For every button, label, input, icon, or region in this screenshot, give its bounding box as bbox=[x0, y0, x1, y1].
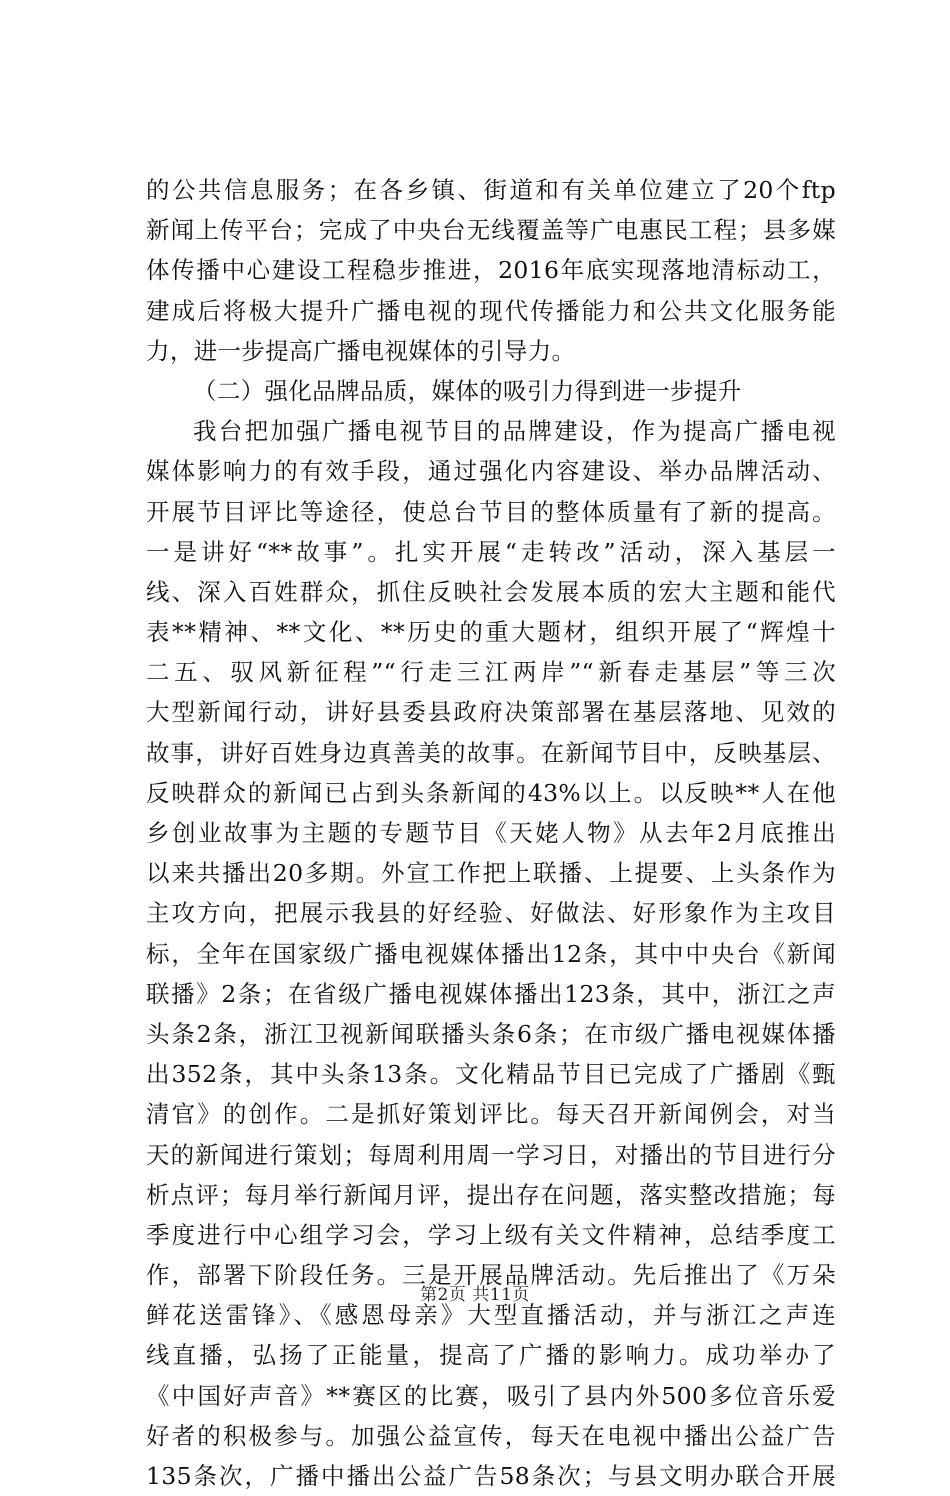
text-line: 头条2条，浙江卫视新闻联播头条6条；在市级广播电视媒体播 bbox=[146, 1019, 836, 1048]
text-line: 反映群众的新闻已占到头条新闻的43%以上。以反映**人在他 bbox=[146, 778, 836, 807]
text-line: 好者的积极参与。加强公益宣传，每天在电视中播出公益广告 bbox=[146, 1421, 836, 1450]
text-line: 我台把加强广播电视节目的品牌建设，作为提高广播电视 bbox=[193, 417, 836, 446]
text-line: 一是讲好“**故事”。扎实开展“走转改”活动，深入基层一 bbox=[146, 537, 836, 566]
text-line: 乡创业故事为主题的专题节目《天姥人物》从去年2月底推出 bbox=[146, 819, 836, 847]
page-number-footer: 第2页 共11页 bbox=[420, 1285, 530, 1305]
text-line: 天的新闻进行策划；每周利用周一学习日，对播出的节目进行分 bbox=[146, 1140, 836, 1169]
text-line: 新闻上传平台；完成了中央台无线覆盖等广电惠民工程；县多媒 bbox=[146, 216, 836, 245]
text-line: 二五、驭风新征程”“行走三江两岸”“新春走基层”等三次 bbox=[146, 658, 836, 687]
text-line: 故事，讲好百姓身边真善美的故事。在新闻节目中，反映基层、 bbox=[146, 738, 836, 767]
text-line: 作，部署下阶段任务。三是开展品牌活动。先后推出了《万朵 bbox=[146, 1261, 836, 1290]
text-line: 媒体影响力的有效手段，通过强化内容建设、举办品牌活动、 bbox=[146, 457, 836, 486]
text-line: 表**精神、**文化、**历史的重大题材，组织开展了“辉煌十 bbox=[146, 618, 836, 647]
section-heading: （二）强化品牌品质，媒体的吸引力得到进一步提升 bbox=[193, 376, 742, 405]
text-line: 大型新闻行动，讲好县委县政府决策部署在基层落地、见效的 bbox=[146, 698, 836, 727]
text-line: 线、深入百姓群众，抓住反映社会发展本质的宏大主题和能代 bbox=[146, 577, 836, 606]
text-line: 析点评；每月举行新闻月评，提出存在问题，落实整改措施；每 bbox=[146, 1180, 836, 1209]
text-line: 季度进行中心组学习会，学习上级有关文件精神，总结季度工 bbox=[146, 1220, 836, 1249]
text-line: 开展节目评比等途径，使总台节目的整体质量有了新的提高。 bbox=[146, 497, 836, 526]
text-line: 标，全年在国家级广播电视媒体播出12条，其中中央台《新闻 bbox=[146, 939, 836, 968]
text-line: 力，进一步提高广播电视媒体的引导力。 bbox=[146, 336, 576, 365]
text-line: 的公共信息服务；在各乡镇、街道和有关单位建立了20个ftp bbox=[146, 176, 836, 204]
text-line: 《中国好声音》**赛区的比赛，吸引了县内外500多位音乐爱 bbox=[146, 1381, 836, 1410]
text-line: 体传播中心建设工程稳步推进，2016年底实现落地清标动工， bbox=[146, 256, 836, 285]
text-line: 鲜花送雷锋》、《感恩母亲》大型直播活动，并与浙江之声连 bbox=[146, 1301, 836, 1330]
text-line: 出352条，其中头条13条。文化精品节目已完成了广播剧《甄 bbox=[146, 1060, 836, 1089]
text-line: 联播》2条；在省级广播电视媒体播出123条，其中，浙江之声 bbox=[146, 979, 836, 1008]
text-line: 以来共播出20多期。外宣工作把上联播、上提要、上头条作为 bbox=[146, 859, 836, 888]
text-line: 主攻方向，把展示我县的好经验、好做法、好形象作为主攻目 bbox=[146, 899, 836, 928]
text-line: 清官》的创作。二是抓好策划评比。每天召开新闻例会，对当 bbox=[146, 1100, 836, 1129]
text-line: 线直播，弘扬了正能量，提高了广播的影响力。成功举办了 bbox=[146, 1341, 836, 1370]
text-line: 135条次，广播中播出公益广告58条次；与县文明办联合开展 bbox=[146, 1462, 836, 1490]
text-line: 建成后将极大提升广播电视的现代传播能力和公共文化服务能 bbox=[146, 296, 836, 325]
